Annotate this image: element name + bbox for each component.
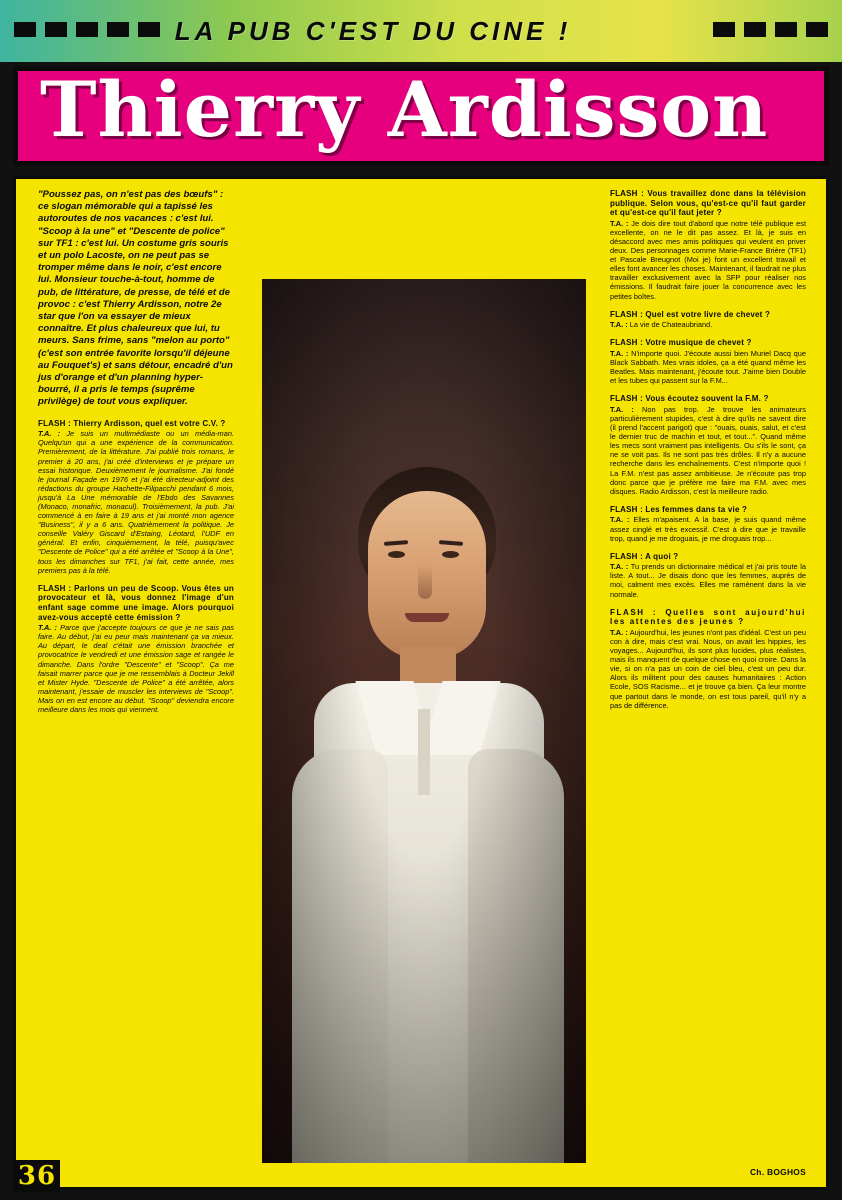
- article-body: [13, 176, 829, 1190]
- qa-block: [38, 419, 234, 575]
- answer-speaker: T.A. :: [610, 348, 629, 358]
- article-lede: "Poussez pas, on n'est pas des bœufs" : ce slogan mémorable qui a tapissé les autoroutes de nos vacances : c'est lui. "Scoop à la une" et "Descente de police" sur TF1 : c'est lui. Un costume gris souris et un polo Lacoste, on ne peut pas se tromper même dans le noir, c'est encore lui. Monsieur touche-à-tout, homme de pub, de littérature, de presse, de télé et de provoc : c'est Thierry Ardisson, notre 2e star que l'on va essayer de mieux connaître. Et plus chaleureux que lui, tu meurs. Sans frime, sans "melon au porto" (c'est son entrée favorite lorsqu'il déjeune au Fouquet's) et sans détour, encadré d'un jus d'orange et d'un planning hyper-bourré, il a pris le temps (suprême privilège) de tout vous expliquer.: [38, 189, 233, 408]
- answer-speaker: T.A. :: [610, 562, 629, 572]
- page-number: 36: [14, 1160, 60, 1192]
- qa-block: [610, 338, 806, 385]
- question-text: FLASH : Les femmes dans ta vie ?: [610, 504, 748, 514]
- sprocket-hole: [14, 22, 36, 37]
- answer-paragraph: [610, 320, 806, 329]
- question-text: FLASH : Vous écoutez souvent la F.M. ?: [610, 394, 769, 404]
- question-text: FLASH : Vous travaillez donc dans la télévision publique. Selon vous, qu'est-ce qu'il faut garder et qu'est-ce qu'il faut jeter ?: [610, 189, 806, 218]
- portrait-photo: [262, 279, 586, 1163]
- question-text: FLASH : Thierry Ardisson, quel est votre C.V. ?: [38, 418, 226, 428]
- answer-paragraph: [610, 219, 806, 301]
- answer-text: Tu prends un dictionnaire médical et j'ai pris toute la liste. A tout... Je disais donc que les femmes, auprès de moi, calment mes excès. Elles me ramènent dans la vie normale.: [610, 562, 807, 599]
- left-column: [38, 189, 234, 723]
- question-text: FLASH : Quel est votre livre de chevet ?: [610, 309, 771, 319]
- sprocket-hole: [76, 22, 98, 37]
- answer-text: La vie de Chateaubriand.: [627, 320, 713, 330]
- answer-text: N'importe quoi. J'écoute aussi bien Muriel Dacq que Black Sabbath. Mes vrais idoles, ça a été quand même les Beatles. Mais maintenant, j'écoute tout. J'aime bien Double et les tubes qui passent sur la F.M...: [610, 348, 807, 386]
- sprocket-hole: [744, 22, 766, 37]
- answer-text: Aujourd'hui, les jeunes n'ont pas d'idéal. C'est un peu con à dire, mais c'est vrai. Nous, on avait les hippies, les voyages... Aujourd'hui, ils sont plus lucides, plus réalistes, mais ils manquent de quelque chose en quoi croire. Dans la vie, si on n'a pas un coin de ciel bleu, c'est un peu dur. Alors ils militent pour des causes humanitaires : Action Ecole, SOS Racisme... et je trouve ça bien. Ça leur montre que partout dans le monde, on est tous pareil, qu'il n'y a pas de différence.: [610, 627, 806, 710]
- answer-speaker: T.A. :: [38, 623, 57, 633]
- answer-speaker: T.A. :: [610, 320, 628, 330]
- answer-speaker: T.A. :: [610, 627, 628, 637]
- byline: Ch. BOGHOS: [749, 1167, 806, 1177]
- sprocket-holes-left: [14, 22, 160, 37]
- title-band: [13, 66, 829, 166]
- answer-paragraph: [610, 628, 806, 710]
- question-text: FLASH : A quoi ?: [610, 551, 679, 561]
- answer-paragraph: [38, 429, 234, 575]
- qa-block: [610, 505, 806, 543]
- answer-speaker: T.A. :: [610, 218, 629, 228]
- qa-block: [38, 584, 234, 714]
- kicker-headline: LA PUB C'EST DU CINE !: [174, 16, 572, 46]
- sprocket-hole: [713, 22, 735, 37]
- sprocket-hole: [107, 22, 129, 37]
- question-text: FLASH : Parlons un peu de Scoop. Vous êtes un provocateur et là, vous donnez l'image d'un enfant sage comme une image. Alors pourquoi avez-vous accepté cette émission ?: [38, 583, 234, 622]
- portrait-vignette: [262, 279, 586, 1163]
- answer-speaker: T.A. :: [610, 404, 634, 414]
- answer-speaker: T.A. :: [610, 515, 630, 525]
- answer-text: Je suis un multimédiaste ou un média-man. Quelqu'un qui a une expérience de la communication. Premièrement, de la littérature. J'ai publié trois romans, le premier à 20 ans, j'ai créé d'interviews et je prépare un essai historique. Deuxièmement le journalisme. J'ai fondé le journal Façade en 1976 et j'ai été directeur-adjoint des rédactions du groupe Hachette-Filipacchi pendant 6 mois, jusqu'à La Une mémorable de l'Ebdo des Savannes (Monaco, monafric, monacul). Troisièmement, la pub. J'ai commencé à en faire à 19 ans et j'ai monté mon agence "Business", il y a 6 ans. Quatrièmement la politique. Je conseille Valéry Giscard d'Estaing, Léotard, l'UDF en général. Et enfin, cinquièmement, la télé, puisqu'avec "Descente de Police" qui a été arrêtée et "Scoop à la Une", tous les dimanches sur TF1, j'ai fait, cette année, mes premiers pas à la télé.: [38, 429, 234, 575]
- sprocket-hole: [45, 22, 67, 37]
- answer-paragraph: [610, 405, 806, 496]
- answer-text: Elles m'apaisent. A la base, je suis quand même assez cinglé et très excessif. C'est à dire que je travaille trop, quand je me droguais, je me droguais trop...: [610, 515, 806, 543]
- answer-speaker: T.A. :: [38, 429, 61, 439]
- page-title: Thierry Ardisson: [40, 66, 769, 154]
- qa-block: [610, 608, 806, 710]
- answer-paragraph: [610, 562, 806, 598]
- answer-paragraph: [610, 515, 806, 542]
- top-film-strip: [0, 0, 842, 62]
- portrait-image: [262, 279, 586, 1163]
- answer-text: Parce que j'accepte toujours ce que je ne sais pas faire. Au début, j'ai eu peur mais maintenant ça va mieux. Au départ, le deal c'était une émission branchée et provocatrice le vendredi et une émission sage et rangée le dimanche. Dans l'ordre "Descente" et "Scoop". Ça me faisait marrer parce que je me ressemblais à Docteur Jekill et Mister Hyde. "Descente de Police" a été arrêtée, alors maintenant, j'essaie de muscler les interviews de "Scoop". Mais on en est encore au début. "Scoop" deviendra encore meilleure dans les mois qui viennent.: [38, 623, 234, 714]
- qa-block: [610, 310, 806, 330]
- qa-block: [610, 394, 806, 496]
- sprocket-hole: [806, 22, 828, 37]
- question-text: FLASH : Votre musique de chevet ?: [610, 338, 752, 348]
- answer-text: Non pas trop. Je trouve les animateurs particulièrement stupides, c'est à dire qu'ils ne savent dire (il prend l'accent parigot) que : "ouais, ouais, salut, et c'est le dernier truc de machin et tout, et tout...". Quand même les mecs sont vraiment pas intelligents. Ou s'ils le sont, ça ne se voit pas. Ils ne sont pas très drôles. Il n'y a aucune recherche dans les enchaînements. C'est n'importe quoi ! La F.M. n'est pas assez ambitieuse. Je n'écoute pas trop donc parce que je préfère me faire ma F.M. avec mes disques. Radio Ardisson, c'est la meilleure radio.: [610, 404, 806, 496]
- sprocket-hole: [775, 22, 797, 37]
- right-column: [610, 189, 806, 719]
- answer-text: Je dois dire tout d'abord que notre télé publique est excellente, on ne le dit pas assez. Et là, je suis en désaccord avec mes amis politiques qui veulent en priver deux. Des personnages comme Marie-France Brière (TF1) et Pascale Breugnot (Moi je) font un excellent travail et elles font avancer les choses. Maintenant, il faudrait ne plus travailler exclusivement avec la SFP pour réaliser nos émissions. Il faudrait faire jouer la concurrence avec les petites boîtes.: [610, 218, 807, 301]
- sprocket-holes-right: [713, 22, 828, 37]
- answer-paragraph: [610, 349, 806, 385]
- sprocket-hole: [138, 22, 160, 37]
- qa-block: [610, 552, 806, 599]
- question-text: FLASH : Quelles sont aujourd'hui les attentes des jeunes ?: [610, 607, 806, 627]
- qa-block: [610, 189, 806, 301]
- answer-paragraph: [38, 623, 234, 714]
